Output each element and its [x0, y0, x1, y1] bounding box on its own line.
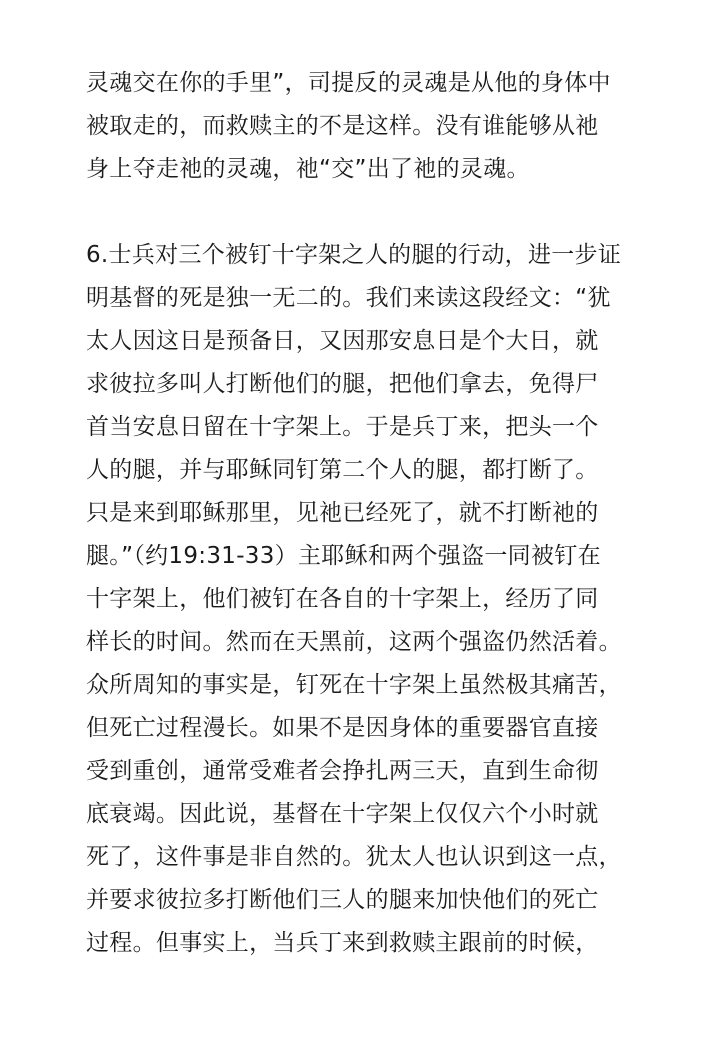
text-line: 人的腿，并与耶稣同钉第二个人的腿，都打断了。 [86, 457, 599, 483]
text-line: 明基督的死是独一无二的。我们来读这段经文：“犹 [86, 285, 611, 311]
text-line: 死了，这件事是非自然的。犹太人也认识到这一点， [86, 844, 622, 870]
text-line: 腿。”（约19:31-33）主耶稣和两个强盗一同被钉在 [86, 543, 601, 569]
text-line: 太人因这日是预备日，又因那安息日是个大日，就 [86, 328, 599, 354]
text-line: 众所周知的事实是，钉死在十字架上虽然极其痛苦， [86, 672, 622, 698]
text-line: 灵魂交在你的手里”，司提反的灵魂是从他的身体中 [86, 70, 611, 96]
text-line: 受到重创，通常受难者会挣扎两三天，直到生命彻 [86, 758, 599, 784]
paragraph [86, 62, 646, 191]
text-line: 被取走的，而救赎主的不是这样。没有谁能够从祂 [86, 113, 599, 139]
paragraph [86, 234, 646, 965]
text-line: 过程。但事实上，当兵丁来到救赎主跟前的时候， [86, 930, 599, 956]
text-line: 身上夺走祂的灵魂，祂“交”出了祂的灵魂。 [86, 156, 530, 182]
text-line: 并要求彼拉多打断他们三人的腿来加快他们的死亡 [86, 887, 599, 913]
text-line: 首当安息日留在十字架上。于是兵丁来，把头一个 [86, 414, 599, 440]
text-line: 底衰竭。因此说，基督在十字架上仅仅六个小时就 [86, 801, 599, 827]
text-line: 求彼拉多叫人打断他们的腿，把他们拿去，免得尸 [86, 371, 599, 397]
text-line: 十字架上，他们被钉在各自的十字架上，经历了同 [86, 586, 599, 612]
text-line: 只是来到耶稣那里，见祂已经死了，就不打断祂的 [86, 500, 599, 526]
text-line: 但死亡过程漫长。如果不是因身体的重要器官直接 [86, 715, 599, 741]
text-line: 样长的时间。然而在天黑前，这两个强盗仍然活着。 [86, 629, 622, 655]
text-line: 6.士兵对三个被钉十字架之人的腿的行动，进一步证 [86, 242, 622, 268]
